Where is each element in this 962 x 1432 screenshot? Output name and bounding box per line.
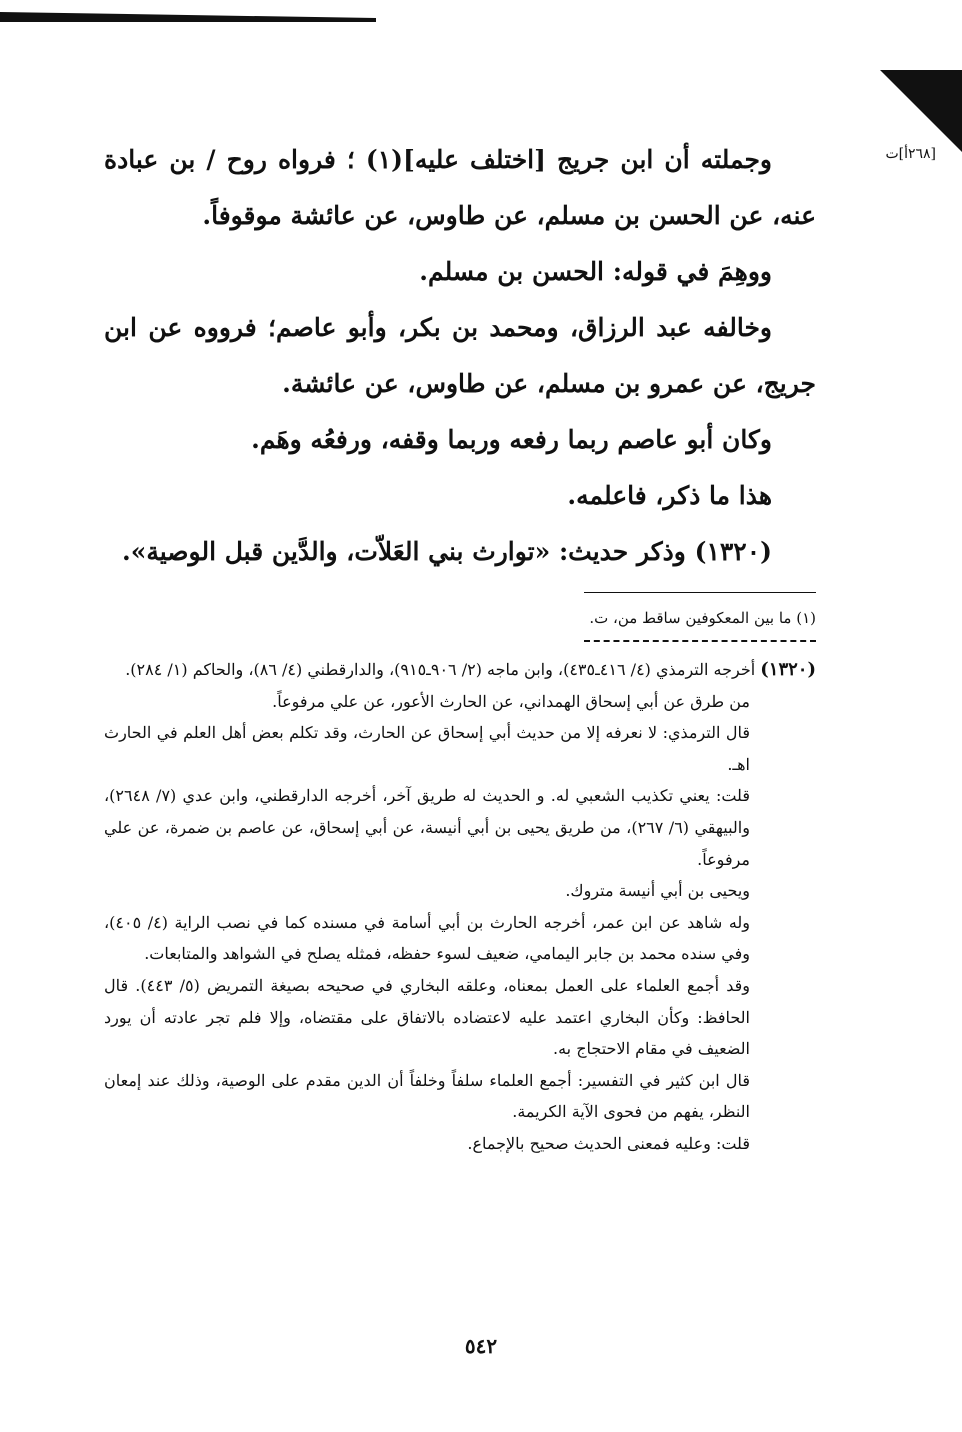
main-line: وخالفه عبد الرزاق، ومحمد بن بكر، وأبو عاصم؛ فرووه عن ابن جريج، عن عمرو بن مسلم، عن طاوس، عن عائشة. xyxy=(104,313,816,398)
margin-reference: [٢٦٨أ]ت xyxy=(885,146,936,162)
notes-paragraph: قال ابن كثير في التفسير: أجمع العلماء سلفاً وخلفاً أن الدين مقدم على الوصية، وذلك عند إمعان النظر، يفهم من فحوى الآية الكريمة. xyxy=(104,1070,750,1122)
notes-paragraph: قلت: يعني تكذيب الشعبي له. و الحديث له طريق آخر، أخرجه الدارقطني، وابن عدي (٧/ ٢٦٤٨)، والبيهقي (٦/ ٢٦٧)، من طريق يحيى بن أبي أنيسة، عن أبي إسحاق، عن عاصم بن ضمرة، عن علي مرفوعاً. xyxy=(104,786,751,869)
notes-paragraph: قلت: وعليه فمعنى الحديث صحيح بالإجماع. xyxy=(467,1133,750,1153)
notes-first-text: أخرجه الترمذي (٤/ ٤١٦ـ٤٣٥)، وابن ماجه (٢/ ٩٠٦ـ٩١٥)، والدارقطني (٤/ ٨٦)، والحاكم (١/ ٢٨٤). xyxy=(125,660,756,679)
main-line: ووهِمَ في قوله: الحسن بن مسلم. xyxy=(419,257,772,286)
main-line: هذا ما ذكر، فاعلمه. xyxy=(567,481,772,510)
hadith-text: وذكر حديث: «توارث بني العَلاّت، والدَّين قبل الوصية». xyxy=(122,537,686,566)
hadith-line xyxy=(104,524,816,580)
page-number: ٥٤٢ xyxy=(464,1334,498,1358)
notes-paragraph: ويحيى بن أبي أنيسة متروك. xyxy=(565,881,750,901)
top-rule-decoration xyxy=(0,12,376,22)
corner-tab-decoration xyxy=(880,70,962,152)
notes-paragraph: وقد أجمع العلماء على العمل بمعناه، وعلقه البخاري في صحيحه بصيغة التمريض (٥/ ٤٤٣). قال الحافظ: وكأن البخاري اعتمد عليه لاعتضاده بالاتفاق على مقتضاه، وإلا فلم تجر عادته أن يورد الضعيف في مقام الاحتجاج به. xyxy=(104,975,750,1059)
footnote: (١) ما بين المعكوفين ساقط من، ت. xyxy=(589,609,816,627)
main-text xyxy=(104,132,816,580)
notes-hadith-number: (١٣٢٠) xyxy=(760,659,816,680)
main-line: وجملته أن ابن جريج [اختلف عليه](١) ؛ فرواه روح / بن عبادة عنه، عن الحسن بن مسلم، عن طاوس، عن عائشة موقوفاً. xyxy=(104,145,816,230)
notes-paragraph: قال الترمذي: لا نعرفه إلا من حديث أبي إسحاق عن الحارث، وقد تكلم بعض أهل العلم في الحارث اهـ. xyxy=(104,723,750,774)
footnote-separator xyxy=(584,592,816,593)
hadith-number: (١٣٢٠) xyxy=(694,537,772,566)
takhrij-notes xyxy=(104,654,816,1160)
notes-paragraph: من طرق عن أبي إسحاق الهمداني، عن الحارث الأعور، عن علي مرفوعاً. xyxy=(272,691,750,711)
notes-dashed-separator xyxy=(584,640,816,642)
main-line: وكان أبو عاصم ربما رفعه وربما وقفه، ورفعُه وهَم. xyxy=(251,425,772,454)
notes-first-paragraph xyxy=(104,654,816,686)
notes-paragraph: وله شاهد عن ابن عمر، أخرجه الحارث بن أبي أسامة في مسنده كما في نصب الراية (٤/ ٤٠٥)، وفي سنده محمد بن جابر اليمامي، ضعيف لسوء حفظه، فمثله يصلح في الشواهد والمتابعات. xyxy=(104,912,750,964)
